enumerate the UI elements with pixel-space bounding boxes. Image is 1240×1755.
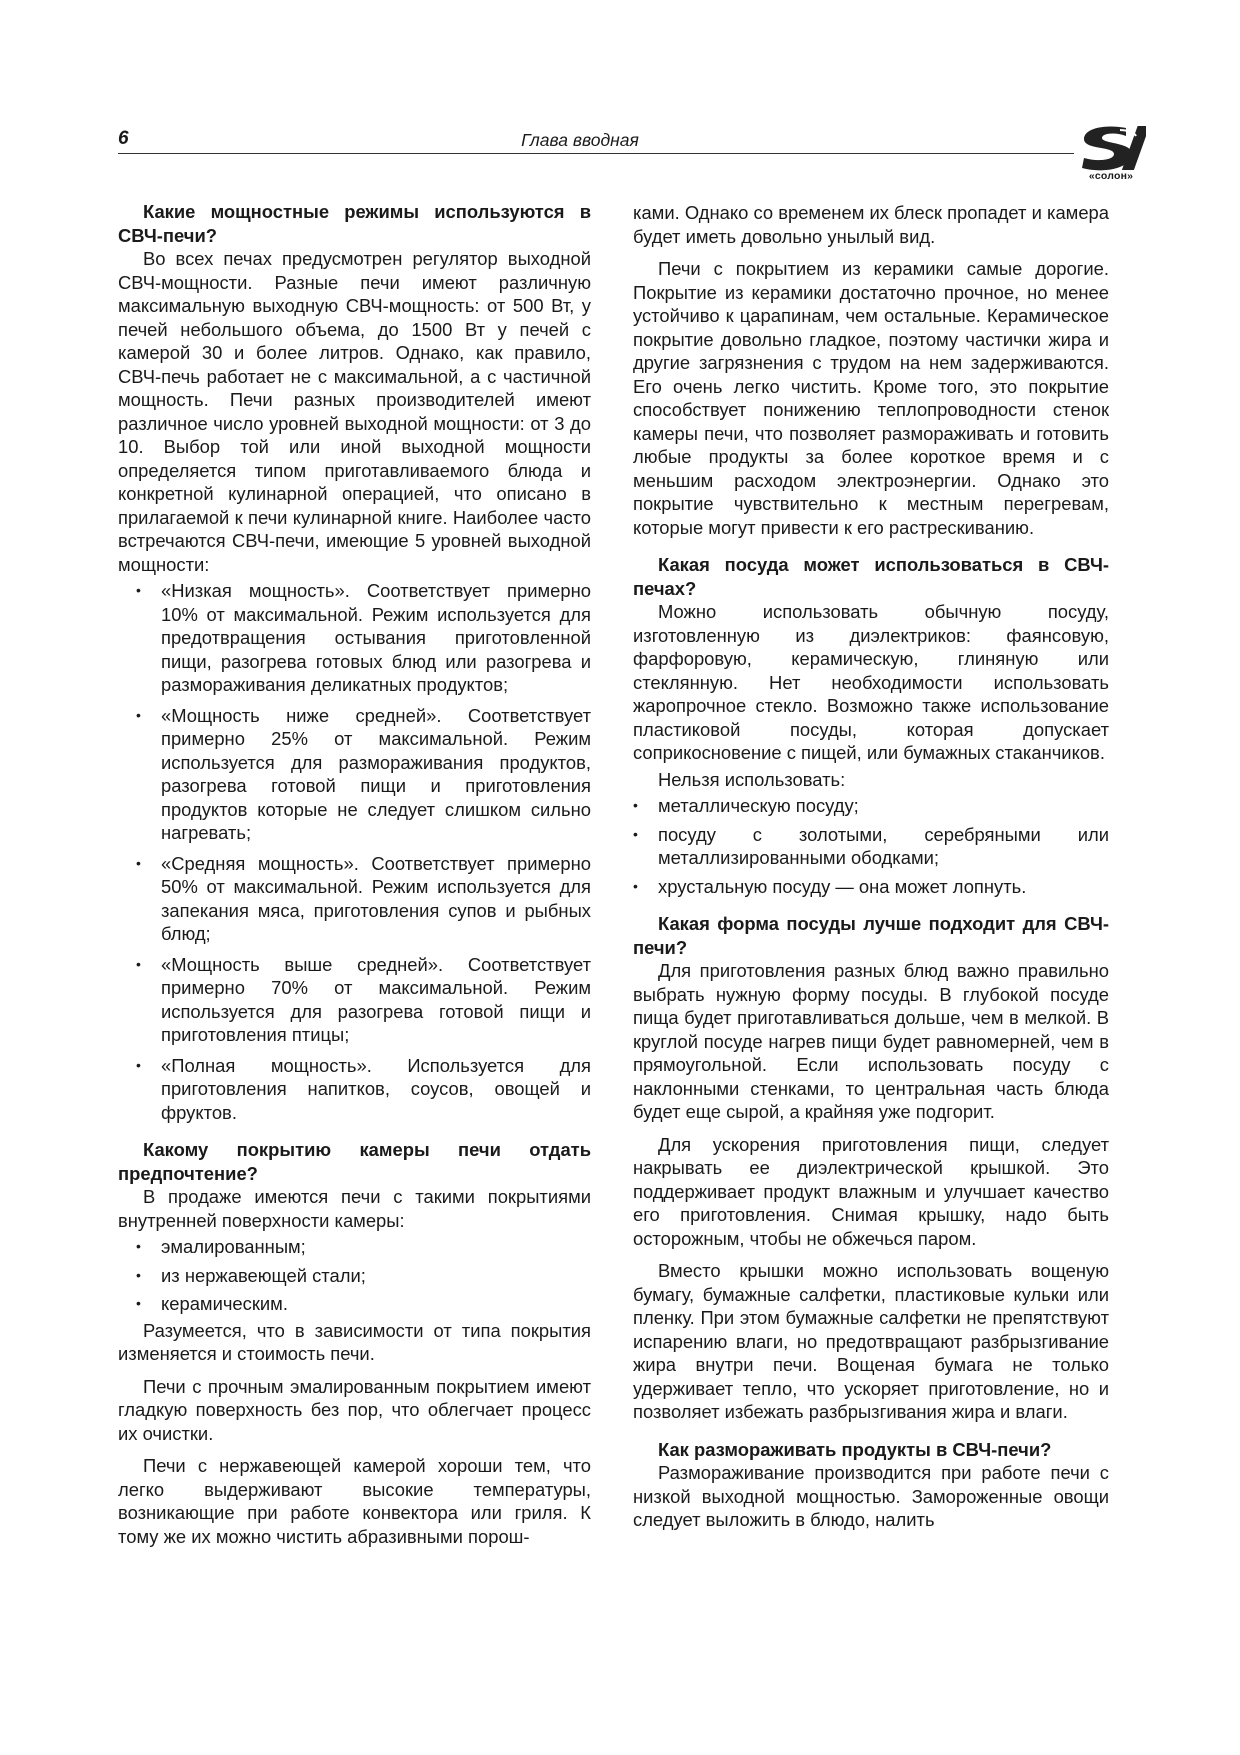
paragraph: В продаже имеются печи с такими покрытиями внутренней поверхности камеры: [118,1186,591,1231]
logo-caption: «солон» [1088,170,1134,182]
list-item: • керамическим. [136,1292,591,1316]
list-item: • хрустальную посуду — она может лопнуть. [633,875,1109,899]
heading-defrosting: Как размораживать продукты в СВЧ-печи? [658,1438,1052,1460]
paragraph: Разумеется, что в зависимости от типа покрытия изменяется и стоимость печи. [118,1319,591,1364]
paragraph: Печи с прочным эмалированным покрытием имеют гладкую поверхность без пор, что облегчает процесс их очистки. [118,1375,591,1444]
heading-cookware: Какая посуда может использоваться в СВЧ-печах? [633,554,1109,599]
paragraph: Нельзя использовать: [658,768,846,790]
running-title: Глава вводная [521,130,639,150]
paragraph: Для ускорения приготовления пищи, следует накрывать ее диэлектрической крышкой. Это поддерживает продукт влажным и улучшает качество его приготовления. Снимая крышку, надо быть осторожным, чтобы не обжечься паром. [633,1133,1109,1249]
power-modes-list [118,579,591,1124]
paragraph: ками. Однако со временем их блеск пропадет и камера будет иметь довольно унылый вид. [633,202,1109,247]
list-item: • «Низкая мощность». Соответствует примерно 10% от максимальной. Режим используется для предотвращения остывания приготовленной пищи, разогрева готовых блюд или разогрева и размораживания деликатных продуктов; [136,579,591,697]
page-number: 6 [118,128,129,149]
list-item: • «Средняя мощность». Соответствует примерно 50% от максимальной. Режим используется для запекания мяса, приготовления супов и рыбных блюд; [136,852,591,946]
list-item: • из нержавеющей стали; [136,1264,591,1288]
list-item: • «Мощность выше средней». Соответствует примерно 70% от максимальной. Режим используется для разогрева готовой пищи и приготовления птицы; [136,953,591,1047]
paragraph: Печи с нержавеющей камерой хороши тем, что легко выдерживают высокие температуры, возникающие при работе конвектора или гриля. К тому же их можно чистить абразивными порош- [118,1455,591,1547]
solon-logo-icon [1076,124,1146,172]
heading-cookware-shape: Какая форма посуды лучше подходит для СВЧ-печи? [633,913,1109,958]
forbidden-cookware-list [633,794,1109,898]
paragraph: Печи с покрытием из керамики самые дорогие. Покрытие из керамики достаточно прочное, но менее устойчиво к царапинам, чем остальные. Керамическое покрытие довольно гладкое, поэтому частички жира и другие загрязнения с трудом на нем задерживаются. Его очень легко чистить. Кроме того, это покрытие способствует понижению теплопроводности стенок камеры печи, что позволяет размораживать и готовить любые продукты за более короткое время и с меньшим расходом электроэнергии. Однако это покрытие чувствительно к местным перегревам, которые могут привести к его растрескиванию. [633,258,1109,538]
heading-power-modes: Какие мощностные режимы используются в СВЧ-печи? [118,201,591,246]
paragraph: Вместо крышки можно использовать вощеную бумагу, бумажные салфетки, пластиковые кульки или пленку. При этом бумажные салфетки не препятствуют испарению влаги, но предотвращают разбрызгивание жира внутри печи. Вощеная бумага не только удерживает тепло, что ускоряет приготовление, но и позволяет избежать разбрызгивания жира и влаги. [633,1260,1109,1422]
list-item: • эмалированным; [136,1235,591,1259]
list-item: • посуду с золотыми, серебряными или металлизированными ободками; [633,823,1109,870]
paragraph: Для приготовления разных блюд важно правильно выбрать нужную форму посуды. В глубокой посуде пища будет приготавливаться дольше, чем в мелкой. В круглой посуде нагрев пищи будет равномерней, чем в прямоугольной. Если использовать посуду с наклонными стенками, то центральная часть блюда будет еще сырой, а крайняя уже подгорит. [633,960,1109,1122]
heading-chamber-coating: Какому покрытию камеры печи отдать предпочтение? [118,1139,591,1184]
left-column [118,200,591,1548]
list-item: • «Полная мощность». Используется для приготовления напитков, соусов, овощей и фруктов. [136,1054,591,1125]
header-rule [118,153,1074,154]
paragraph: Размораживание производится при работе печи с низкой выходной мощностью. Замороженные овощи следует выложить в блюдо, налить [633,1462,1109,1530]
paragraph: Во всех печах предусмотрен регулятор выходной СВЧ-мощности. Разные печи имеют различную максимальную выходную СВЧ-мощность: от 500 Вт, у печей небольшого объема, до 1500 Вт у печей с камерой 30 и более литров. Однако, как правило, СВЧ-печь работает не с максимальной, а с частичной мощность. Печи разных производителей имеют различное число уровней выходной мощности: от 3 до 10. Выбор той или иной выходной мощности определяется типом приготавливаемого блюда и конкретной кулинарной операцией, что описано в прилагаемой к печи кулинарной книге. Наиболее часто встречаются СВЧ-печи, имеющие 5 уровней выходной мощности: [118,248,591,575]
coatings-list [118,1235,591,1316]
list-item: • металлическую посуду; [633,794,1109,818]
paragraph: Можно использовать обычную посуду, изготовленную из диэлектриков: фаянсовую, фарфоровую, керамическую, глиняную или стеклянную. Нет необходимости использовать жаропрочное стекло. Возможно также использование пластиковой посуды, которая допускает соприкосновение с пищей, или бумажных стаканчиков. [633,601,1109,763]
right-column [633,201,1109,1532]
list-item: • «Мощность ниже средней». Соответствует примерно 25% от максимальной. Режим используется для размораживания продуктов, разогрева готовой пищи и приготовления продуктов которые не следует слишком сильно нагревать; [136,704,591,845]
